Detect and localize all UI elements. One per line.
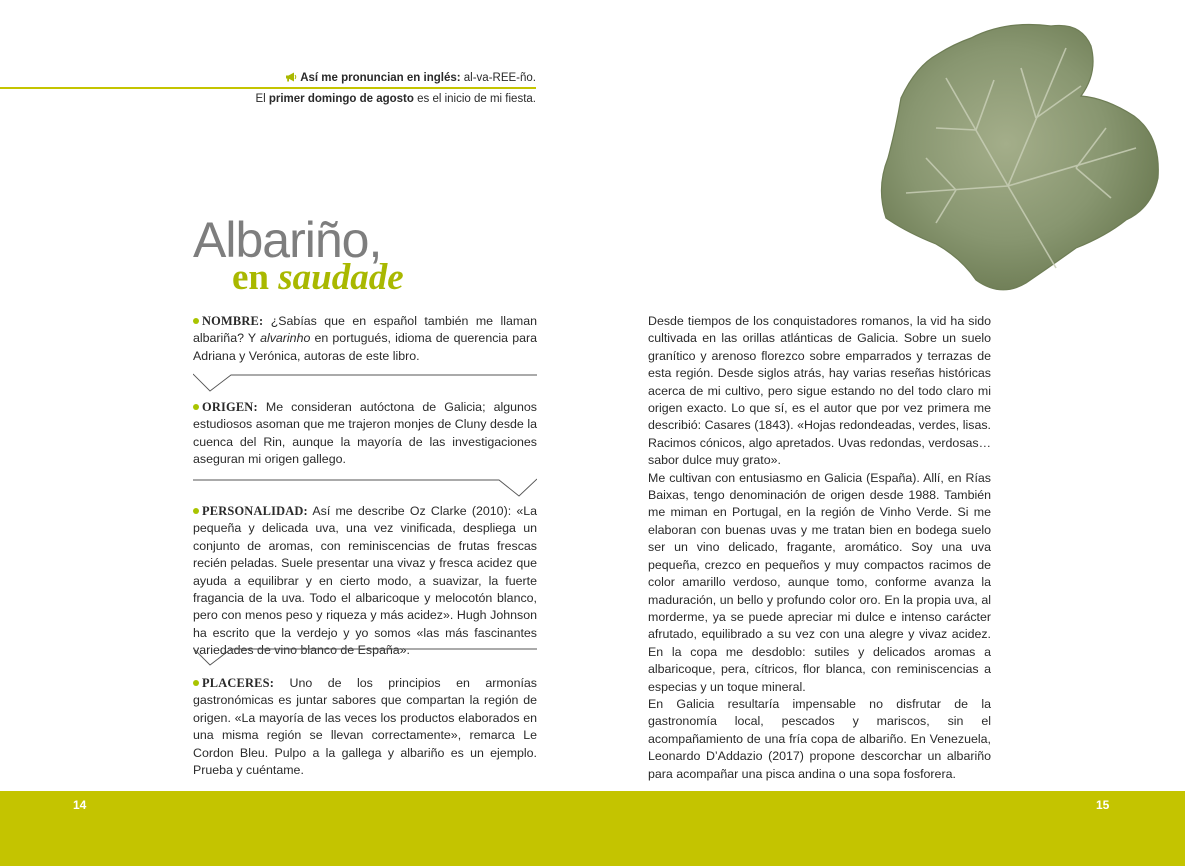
section-placeres (193, 675, 537, 779)
page-number-left: 14 (73, 798, 87, 812)
festival-date: primer domingo de agosto (268, 92, 414, 105)
right-column-text (648, 313, 991, 783)
section-text: Me consideran autóctona de Galicia; algunos estudiosos asoman que me trajeron monjes de Cluny desde la cuenca del Rin, aunque la mayoría de las investigaciones aseguran mi origen gallego. (193, 400, 537, 467)
bullet-dot (193, 404, 199, 410)
section-divider (193, 646, 537, 666)
megaphone-icon (285, 72, 297, 82)
section-text: Así me describe Oz Clarke (2010): «La pequeña y delicada uva, una vez vinificada, despliega un conjunto de aromas, con reminiscencias de frutas frescas recién peladas. Suele presentar una vivaz y fresca acidez que ayuda a equilibrar y en cierto modo, a suavizar, la fuerte fragancia de la uva. Todo el albaricoque y melocotón blanco, pero con menos peso y riqueza y más acidez». Hugh Johnson ha escrito que la verdejo y yo somos «las más fascinantes variedades de vino blanco de España». (193, 504, 537, 658)
page-subtitle (232, 256, 404, 300)
festival-rest: es el inicio de mi fiesta. (413, 92, 536, 105)
subtitle-pre: en (232, 257, 279, 298)
section-text: Uno de los principios en armonías gastronómicas es juntar sabores que compartan la región de origen. «La mayoría de las veces los productos elaborados en una misma región se llevan correctamente», remarca Le Cordon Bleu. Pulpo a la gallega y albariño es un ejemplo. Prueba y cuéntame. (193, 676, 537, 778)
paragraph: Me cultivan con entusiasmo en Galicia (España). Allí, en Rías Baixas, tengo denominación de origen desde 1988. También me miman en Portugal, en la región de Vinho Verde. Si me elaboran con buenas uvas y me tratan bien en bodega suelo ser un vino delicado, fragante, aromático. Soy una uva pequeña, crezco en pequeños y muy compactos racimos de color amarillo verdoso, aunque tomo, conforme avanza la maduración, un bello y profundo color oro. En la propia uva, al morderme, ya se puede apreciar mi dulce e intenso carácter afrutado, equilibrado a su vez con una alegre y vivaz acidez. En la copa me desdoblo: sutiles y delicados aromas a albaricoque, pera, cítricos, flor blanca, con reminiscencias a especias y un toque mineral. (648, 470, 991, 694)
bullet-dot (193, 318, 199, 324)
section-label: PERSONALIDAD: (202, 504, 308, 518)
footer-band (0, 791, 1185, 866)
section-text: en portugués, idioma de querencia para Adriana y Verónica, autoras de este libro. (193, 331, 537, 363)
section-label: NOMBRE: (202, 314, 264, 328)
section-divider (193, 477, 537, 497)
section-label: PLACERES: (202, 676, 275, 690)
subtitle-emphasis: saudade (278, 257, 404, 298)
festival-line (0, 89, 536, 108)
pronunciation-note (0, 70, 536, 108)
section-nombre (193, 313, 537, 365)
page-number-right: 15 (1096, 798, 1110, 812)
festival-pre: El (255, 92, 269, 105)
paragraph: En Galicia resultaría impensable no disfrutar de la gastronomía local, pescados y mariscos, sin el acompañamiento de una fría copa de albariño. En Venezuela, Leonardo D’Addazio (2017) propone descorchar un albariño para acompañar una pisca andina o una sopa fosforera. (648, 696, 991, 781)
pronunciation-label: Así me pronuncian en inglés: (300, 72, 461, 84)
page-title: Albariño, (193, 212, 382, 268)
section-label: ORIGEN: (202, 400, 258, 414)
grape-leaf-image (876, 18, 1166, 298)
pronunciation-line (0, 70, 536, 87)
section-personalidad (193, 503, 537, 660)
pronunciation-value: al-va-REE-ño. (460, 72, 536, 84)
section-text-emphasis: alvarinho (260, 331, 311, 346)
bullet-dot (193, 680, 199, 686)
paragraph: Desde tiempos de los conquistadores romanos, la vid ha sido cultivada en las orillas atlánticas de Galicia. Sobre un suelo granítico y arenoso florezco sobre emparrados y terrazas de esta región. Desde siglos atrás, hay varias reseñas históricas acerca de mi cultivo, pero sigue estando no del todo claro mi origen exacto. Lo que sí, es el autor que por vez primera me describió: Casares (1843). «Hojas redondeadas, verdes, lisas. Racimos cónicos, algo apretados. Uvas redondas, verdosas… sabor dulce muy grato». (648, 314, 991, 468)
section-text: ¿Sabías que en español también me llaman albariña? Y (193, 314, 537, 346)
section-origen (193, 399, 537, 469)
bullet-dot (193, 508, 199, 514)
section-divider (193, 372, 537, 392)
